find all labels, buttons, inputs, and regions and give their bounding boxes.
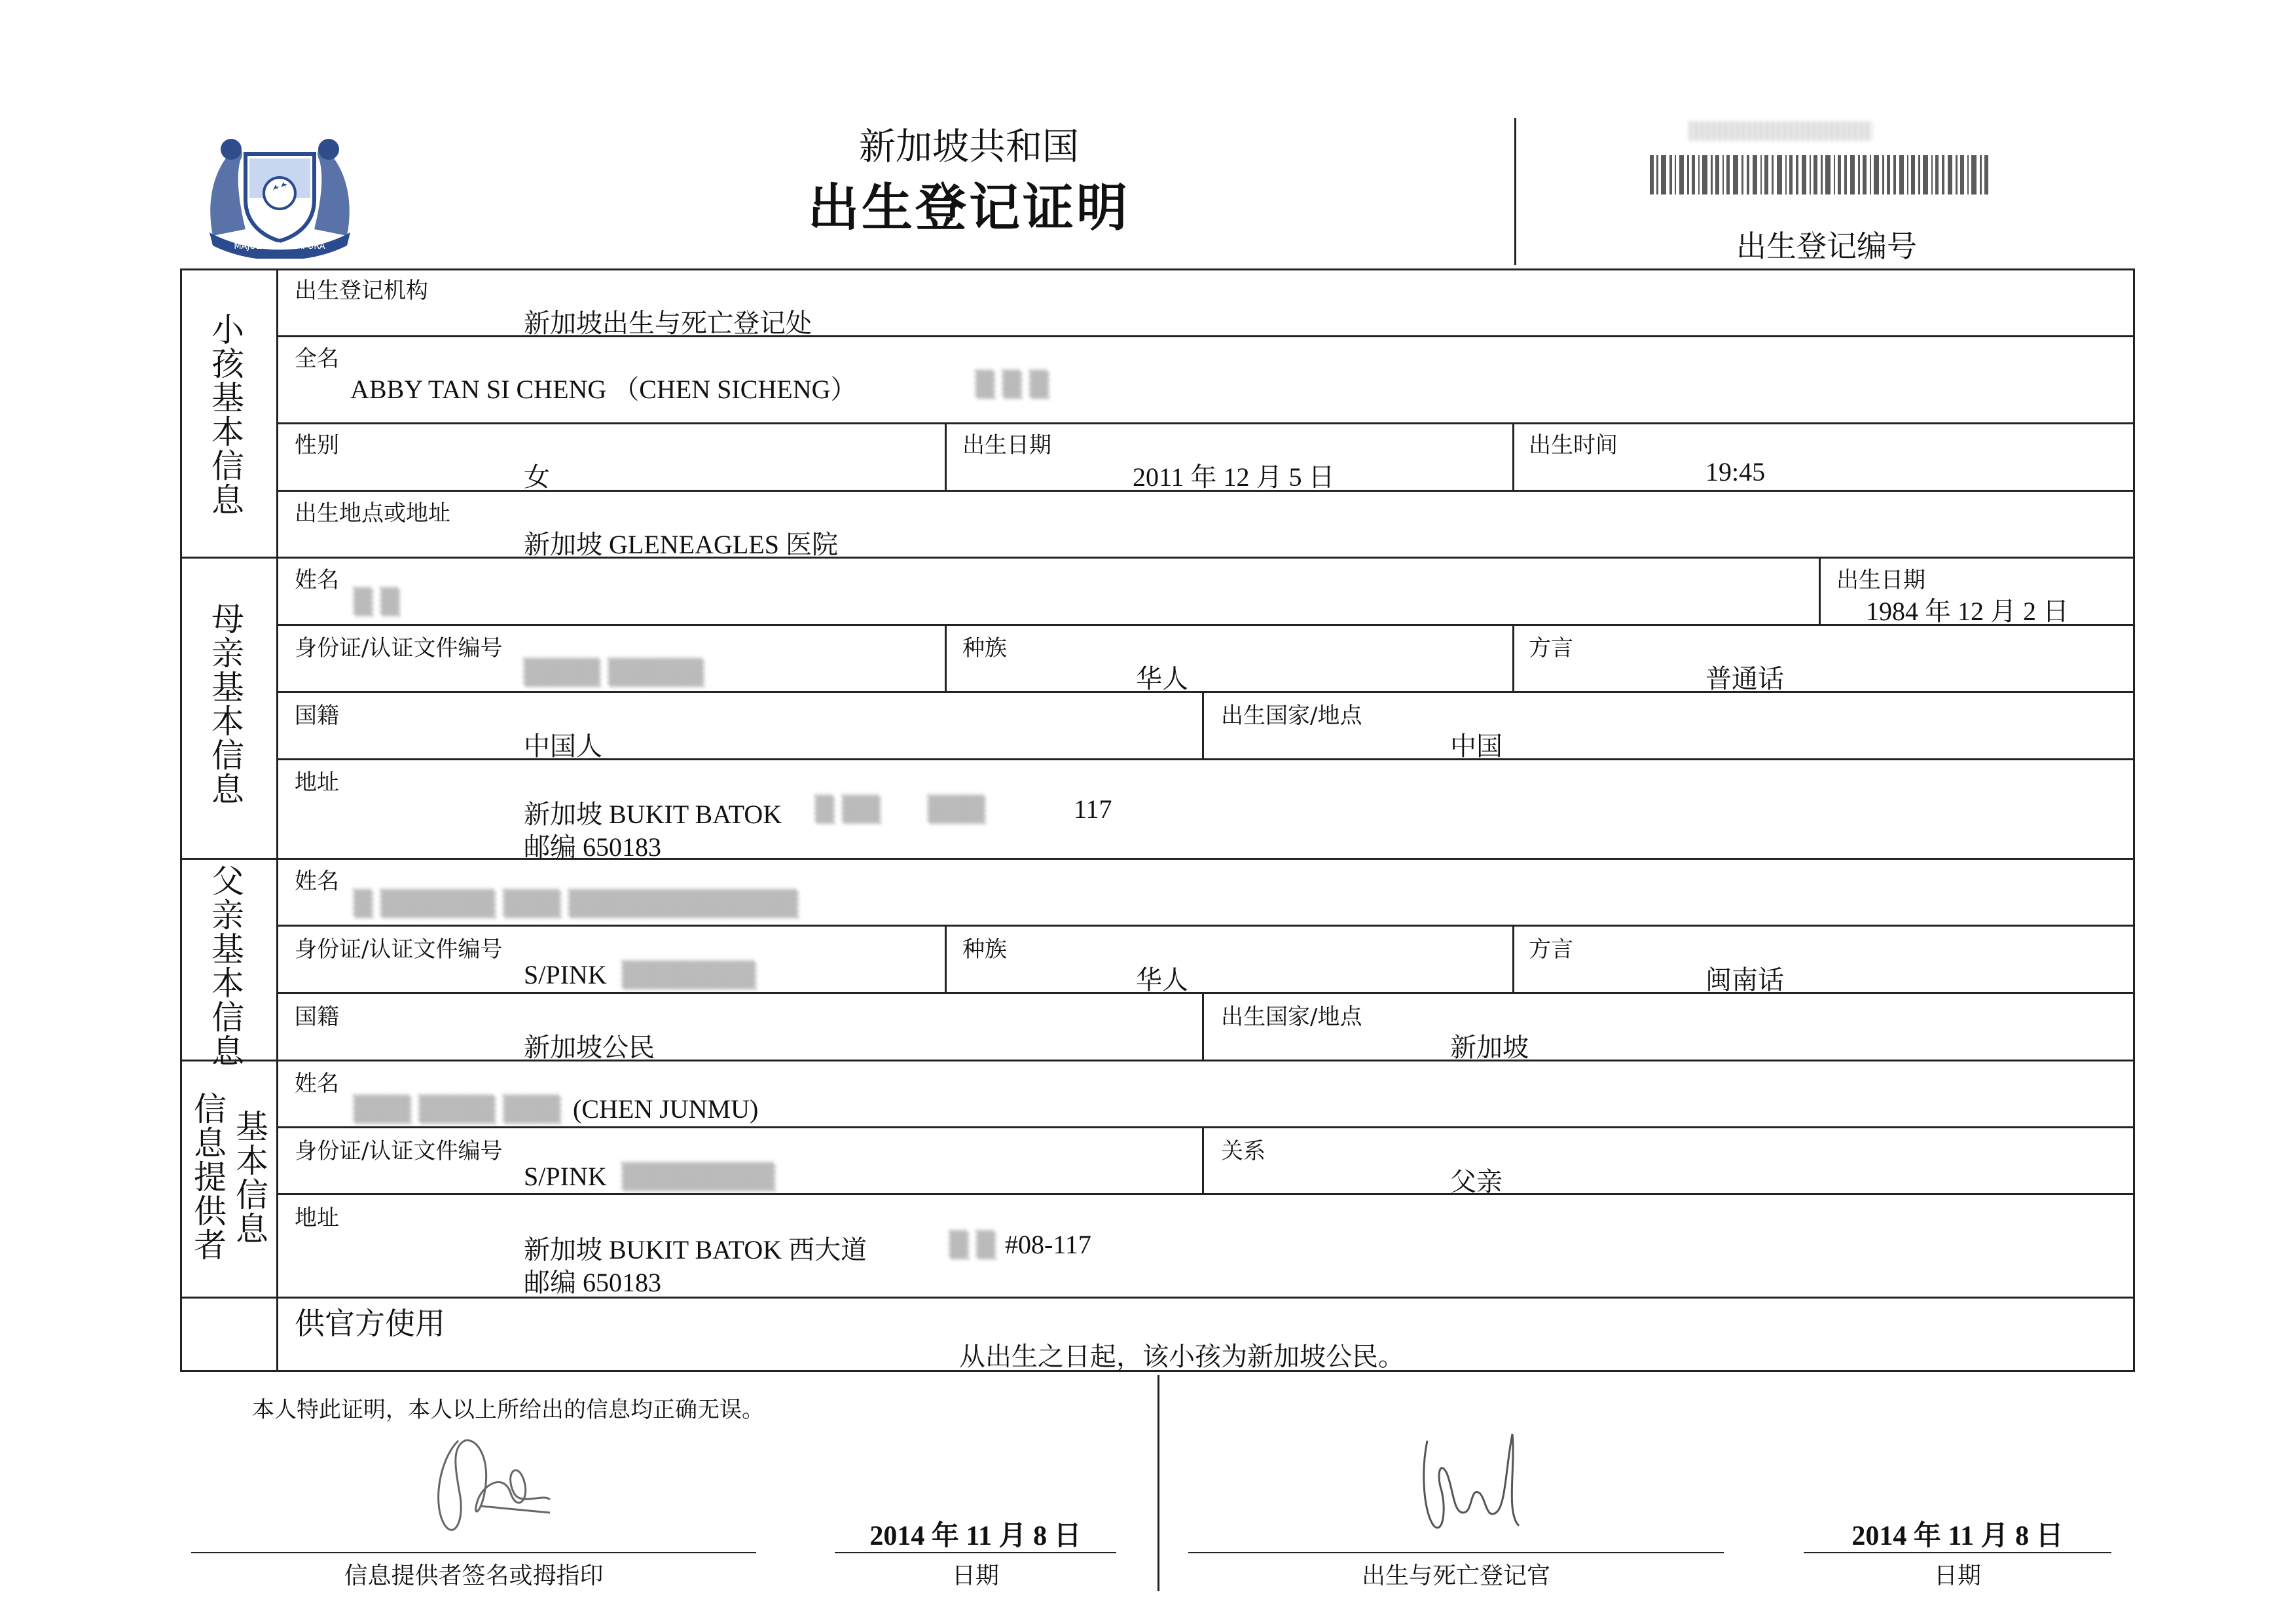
informant-address-unit: #08-117 — [1005, 1230, 1091, 1259]
mother-birth-date-label: 出生日期 — [1836, 567, 1925, 593]
section-separator — [180, 1297, 2135, 1299]
section-separator — [180, 1060, 2135, 1061]
mother-address-unit: 117 — [1074, 794, 1112, 824]
mother-id-label: 身份证/认证文件编号 — [295, 635, 503, 661]
child-name-value: ABBY TAN SI CHENG （CHEN SICHENG） — [350, 375, 857, 404]
section-separator — [180, 557, 2135, 559]
redacted-informant-id: ▒▒▒▒▒▒▒▒ — [622, 1162, 775, 1191]
mother-birth-date-value: 1984 年 12 月 2 日 — [1866, 597, 2069, 626]
father-dialect-value: 闽南话 — [1705, 965, 1784, 995]
mother-address-line1: 新加坡 BUKIT BATOK — [524, 800, 782, 829]
registrar-label: 出生与死亡登记官 — [1361, 1562, 1550, 1589]
birth-time-label: 出生时间 — [1529, 432, 1618, 458]
birth-place-label: 出生地点或地址 — [295, 500, 450, 526]
mother-address-line2: 邮编 650183 — [524, 832, 661, 862]
svg-text:MAJULAH SINGAPURA: MAJULAH SINGAPURA — [234, 242, 325, 251]
registration-number-label: 出生登记编号 — [1736, 229, 1917, 264]
cell-divider — [1202, 691, 1204, 758]
section-separator — [180, 858, 2135, 860]
relation-label: 关系 — [1221, 1138, 1266, 1164]
informant-name-label: 姓名 — [295, 1071, 339, 1097]
redacted-father-id: ▒▒▒▒▒▒▒ — [622, 961, 756, 989]
mother-nationality-label: 国籍 — [295, 703, 339, 729]
father-race-label: 种族 — [962, 936, 1007, 963]
redacted-informant-name: ▒▒▒ ▒▒▒▒ ▒▒▒ — [354, 1095, 561, 1124]
cell-divider — [1512, 925, 1514, 992]
father-id-prefix: S/PINK — [524, 960, 607, 989]
registrar-date-label: 日期 — [1933, 1562, 1981, 1589]
father-race-value: 华人 — [1136, 965, 1188, 995]
informant-date-line — [835, 1552, 1116, 1553]
child-birth-date-label: 出生日期 — [962, 432, 1051, 458]
section-label-informant-col1: 信息提供者 — [194, 1090, 227, 1264]
certificate-table — [180, 268, 2135, 1372]
cell-divider — [1202, 992, 1204, 1060]
registrar-signature-line — [1188, 1552, 1724, 1553]
document-title: 出生登记证明 — [807, 178, 1130, 238]
informant-address-label: 地址 — [295, 1205, 339, 1231]
father-birth-country-label: 出生国家/地点 — [1221, 1004, 1362, 1030]
mother-birth-country-label: 出生国家/地点 — [1221, 703, 1362, 729]
row-line — [276, 422, 2135, 424]
informant-name-partial: (CHEN JUNMU) — [573, 1094, 759, 1124]
cell-divider — [1512, 422, 1514, 490]
declaration-text: 本人特此证明，本人以上所给出的信息均正确无误。 — [252, 1397, 764, 1423]
mother-race-value: 华人 — [1136, 664, 1188, 694]
informant-address-line2: 邮编 650183 — [524, 1268, 661, 1297]
country-name: 新加坡共和国 — [859, 126, 1079, 168]
birth-time-value: 19:45 — [1705, 457, 1766, 487]
barcode-icon — [1650, 152, 1990, 198]
registrar-sign-date: 2014 年 11 月 8 日 — [1851, 1521, 2064, 1551]
cell-divider — [1819, 557, 1821, 624]
section-label-mother: 母亲基本信息 — [211, 600, 244, 809]
father-id-label: 身份证/认证文件编号 — [295, 936, 503, 963]
registrar-signature — [1408, 1414, 1539, 1552]
redacted-mother-id: ▒▒▒▒ ▒▒▒▒▒ — [524, 658, 704, 687]
child-birth-date-value: 2011 年 12 月 5 日 — [1133, 462, 1335, 492]
registry-label: 出生登记机构 — [295, 278, 428, 304]
row-line — [276, 1126, 2135, 1128]
child-name-label: 全名 — [295, 346, 339, 372]
redacted-mother-address: ▒ ▒▒ ▒▒▒ — [815, 795, 985, 824]
row-line — [276, 992, 2135, 994]
father-dialect-label: 方言 — [1529, 936, 1573, 963]
cell-divider — [945, 624, 947, 691]
informant-sign-date: 2014 年 11 月 8 日 — [869, 1521, 1082, 1551]
redacted-child-chinese-name: ▒ ▒ ▒ — [975, 370, 1049, 399]
row-line — [276, 925, 2135, 927]
section-label-child: 小孩基本信息 — [211, 311, 244, 519]
father-birth-country-value: 新加坡 — [1450, 1033, 1529, 1063]
mother-dialect-value: 普通话 — [1705, 664, 1784, 694]
registrar-date-line — [1804, 1552, 2111, 1553]
official-use-label: 供官方使用 — [295, 1306, 445, 1341]
registry-value: 新加坡出生与死亡登记处 — [524, 308, 812, 339]
header-divider — [1514, 118, 1516, 265]
citizenship-statement: 从出生之日起，该小孩为新加坡公民。 — [959, 1342, 1404, 1372]
section-column-divider — [276, 268, 278, 1372]
informant-address-line1: 新加坡 BUKIT BATOK 西大道 — [524, 1235, 867, 1264]
mother-name-label: 姓名 — [295, 567, 339, 593]
redacted-informant-address: ▒ ▒ — [949, 1230, 996, 1259]
section-label-informant-col2: 基本信息 — [236, 1108, 268, 1248]
sex-label: 性别 — [295, 432, 339, 458]
redacted-registration-number — [1689, 121, 1872, 141]
father-nationality-label: 国籍 — [295, 1004, 339, 1030]
row-line — [276, 624, 2135, 626]
row-line — [276, 691, 2135, 693]
cell-divider — [945, 422, 947, 490]
singapore-crest-icon — [200, 124, 360, 259]
mother-race-label: 种族 — [962, 635, 1007, 661]
cell-divider — [1202, 1126, 1204, 1193]
row-line — [276, 1193, 2135, 1195]
cell-divider — [1512, 624, 1514, 691]
informant-id-prefix: S/PINK — [524, 1162, 607, 1191]
father-nationality-value: 新加坡公民 — [524, 1033, 655, 1063]
mother-birth-country-value: 中国 — [1450, 731, 1503, 762]
sex-value: 女 — [524, 462, 550, 492]
informant-id-label: 身份证/认证文件编号 — [295, 1138, 503, 1164]
informant-signature-line — [191, 1552, 756, 1553]
father-name-label: 姓名 — [295, 868, 339, 895]
mother-address-label: 地址 — [295, 769, 339, 796]
birth-place-value: 新加坡 GLENEAGLES 医院 — [524, 530, 838, 559]
informant-date-label: 日期 — [951, 1562, 999, 1589]
cell-divider — [945, 925, 947, 992]
redacted-father-name: ▒ ▒▒▒▒▒▒ ▒▒▒ ▒▒▒▒▒▒▒▒▒▒▒▒ — [354, 889, 799, 918]
mother-dialect-label: 方言 — [1529, 635, 1573, 661]
mother-nationality-value: 中国人 — [524, 731, 602, 762]
relation-value: 父亲 — [1450, 1167, 1503, 1197]
section-label-father: 父亲基本信息 — [211, 862, 244, 1071]
footer-divider — [1157, 1375, 1159, 1591]
informant-signature-label: 信息提供者签名或拇指印 — [344, 1562, 604, 1589]
redacted-mother-name: ▒ ▒ — [354, 587, 400, 616]
informant-signature — [419, 1421, 570, 1552]
